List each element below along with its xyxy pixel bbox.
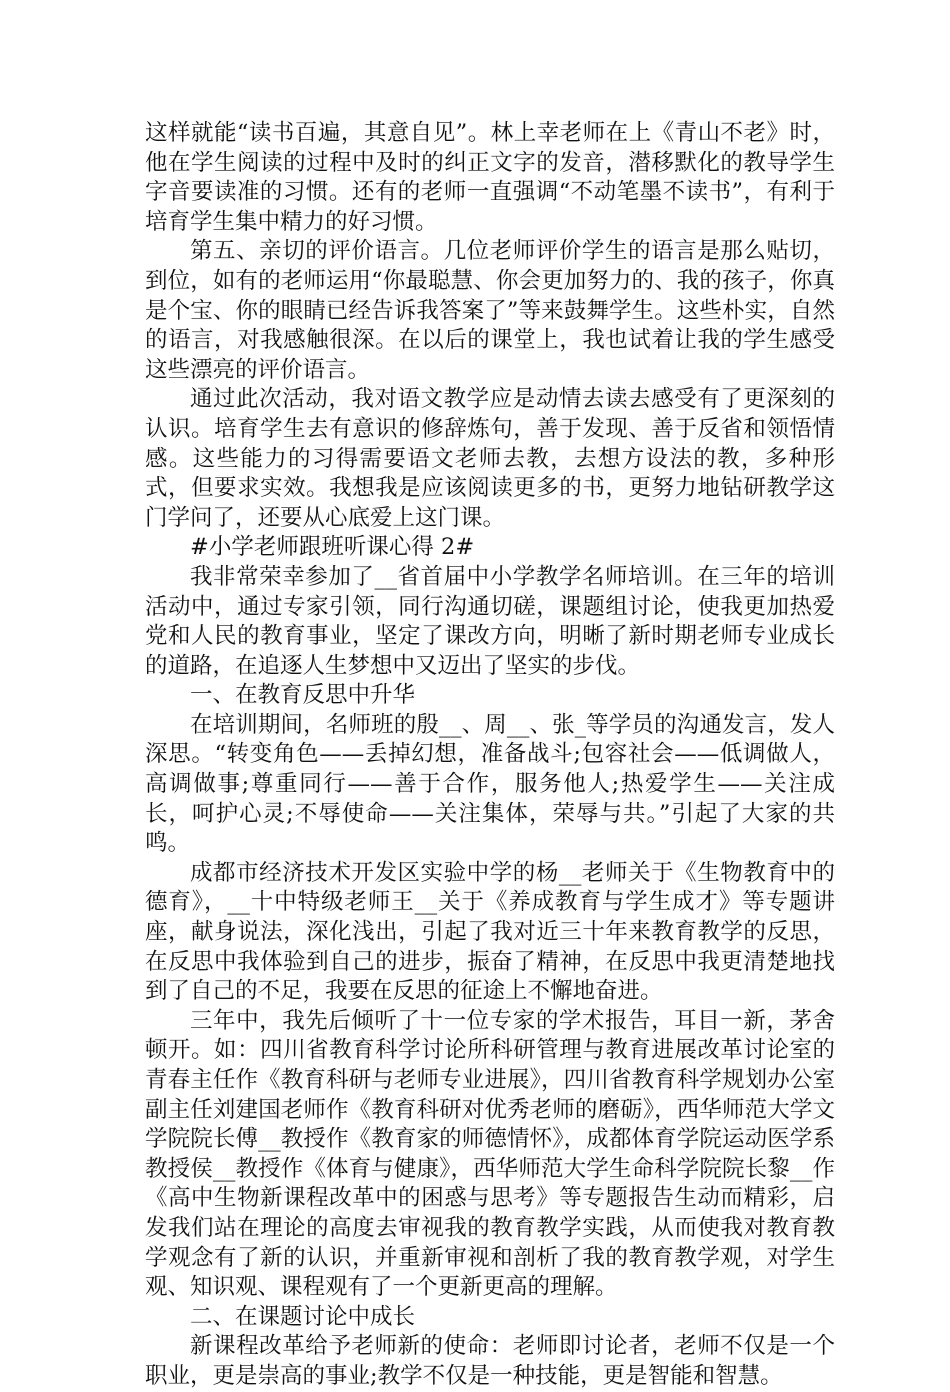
document-body xyxy=(145,119,835,1392)
paragraph-3: 通过此次活动，我对语文教学应是动情去读去感受有了更深刻的认识。培育学生去有意识的修辞炼句，善于发现、善于反省和领悟情感。这些能力的习得需要语文老师去教，去想方设法的教，多种形式，但要求实效。我想我是应该阅读更多的书，更努力地钻研教学这门学问了，还要从心底爱上这门课。 xyxy=(145,386,835,531)
paragraph-7: 在培训期间，名师班的殷__、周__、张_等学员的沟通发言，发人深思。“转变角色——丢掉幻想，准备战斗;包容社会——低调做人，高调做事;尊重同行——善于合作，服务他人;热爱学生——关注成长，呵护心灵;不辱使命——关注集体，荣辱与共。”引起了大家的共鸣。 xyxy=(145,711,835,857)
subheading-2: 二、在课题讨论中成长 xyxy=(190,1303,416,1330)
paragraph-8: 成都市经济技术开发区实验中学的杨__老师关于《生物教育中的德育》，__十中特级老师王__关于《养成教育与学生成才》等专题讲座，献身说法，深化浅出，引起了我对近三十年来教育教学的反思，在反思中我体验到自己的进步，振奋了精神，在反思中我更清楚地找到了自己的不足，我要在反思的征途上不懈地奋进。 xyxy=(145,859,835,1005)
paragraph-11: 新课程改革给予老师新的使命：老师即讨论者，老师不仅是一个职业，更是崇高的事业;教学不仅是一种技能，更是智能和智慧。 xyxy=(145,1333,835,1389)
paragraph-5: 我非常荣幸参加了__省首届中小学教学名师培训。在三年的培训活动中，通过专家引领，同行沟通切磋，课题组讨论，使我更加热爱党和人民的教育事业，坚定了课改方向，明晰了新时期老师专业成长的道路，在追逐人生梦想中又迈出了坚实的步伐。 xyxy=(145,563,835,679)
subheading-1: 一、在教育反思中升华 xyxy=(190,682,416,709)
paragraph-2: 第五、亲切的评价语言。几位老师评价学生的语言是那么贴切，到位，如有的老师运用“你最聪慧、你会更加努力的、我的孩子，你真是个宝、你的眼睛已经告诉我答案了”等来鼓舞学生。这些朴实，自然的语言，对我感触很深。在以后的课堂上，我也试着让我的学生感受这些漂亮的评价语言。 xyxy=(145,238,835,383)
paragraph-1: 这样就能“读书百遍，其意自见”。林上幸老师在上《青山不老》时，他在学生阅读的过程中及时的纠正文字的发音，潜移默化的教导学生字音要读准的习惯。还有的老师一直强调“不动笔墨不读书”，有利于培育学生集中精力的好习惯。 xyxy=(145,120,835,235)
section-heading-2: #小学老师跟班听课心得 2# xyxy=(190,534,475,561)
paragraph-9: 三年中，我先后倾听了十一位专家的学术报告，耳目一新，茅舍顿开。如：四川省教育科学讨论所科研管理与教育进展改革讨论室的青春主任作《教育科研与老师专业进展》，四川省教育科学规划办公室副主任刘建国老师作《教育科研对优秀老师的磨砺》，西华师范大学文学院院长傅__教授作《教育家的师德情怀》，成都体育学院运动医学系教授侯__教授作《体育与健康》，西华师范大学生命科学院院长黎__作《高中生物新课程改革中的困惑与思考》等专题报告生动而精彩，启发我们站在理论的高度去审视我的教育教学实践，从而使我对教育教学观念有了新的认识，并重新审视和剖析了我的教育教学观，对学生观、知识观、课程观有了一个更新更高的理解。 xyxy=(145,1007,835,1301)
